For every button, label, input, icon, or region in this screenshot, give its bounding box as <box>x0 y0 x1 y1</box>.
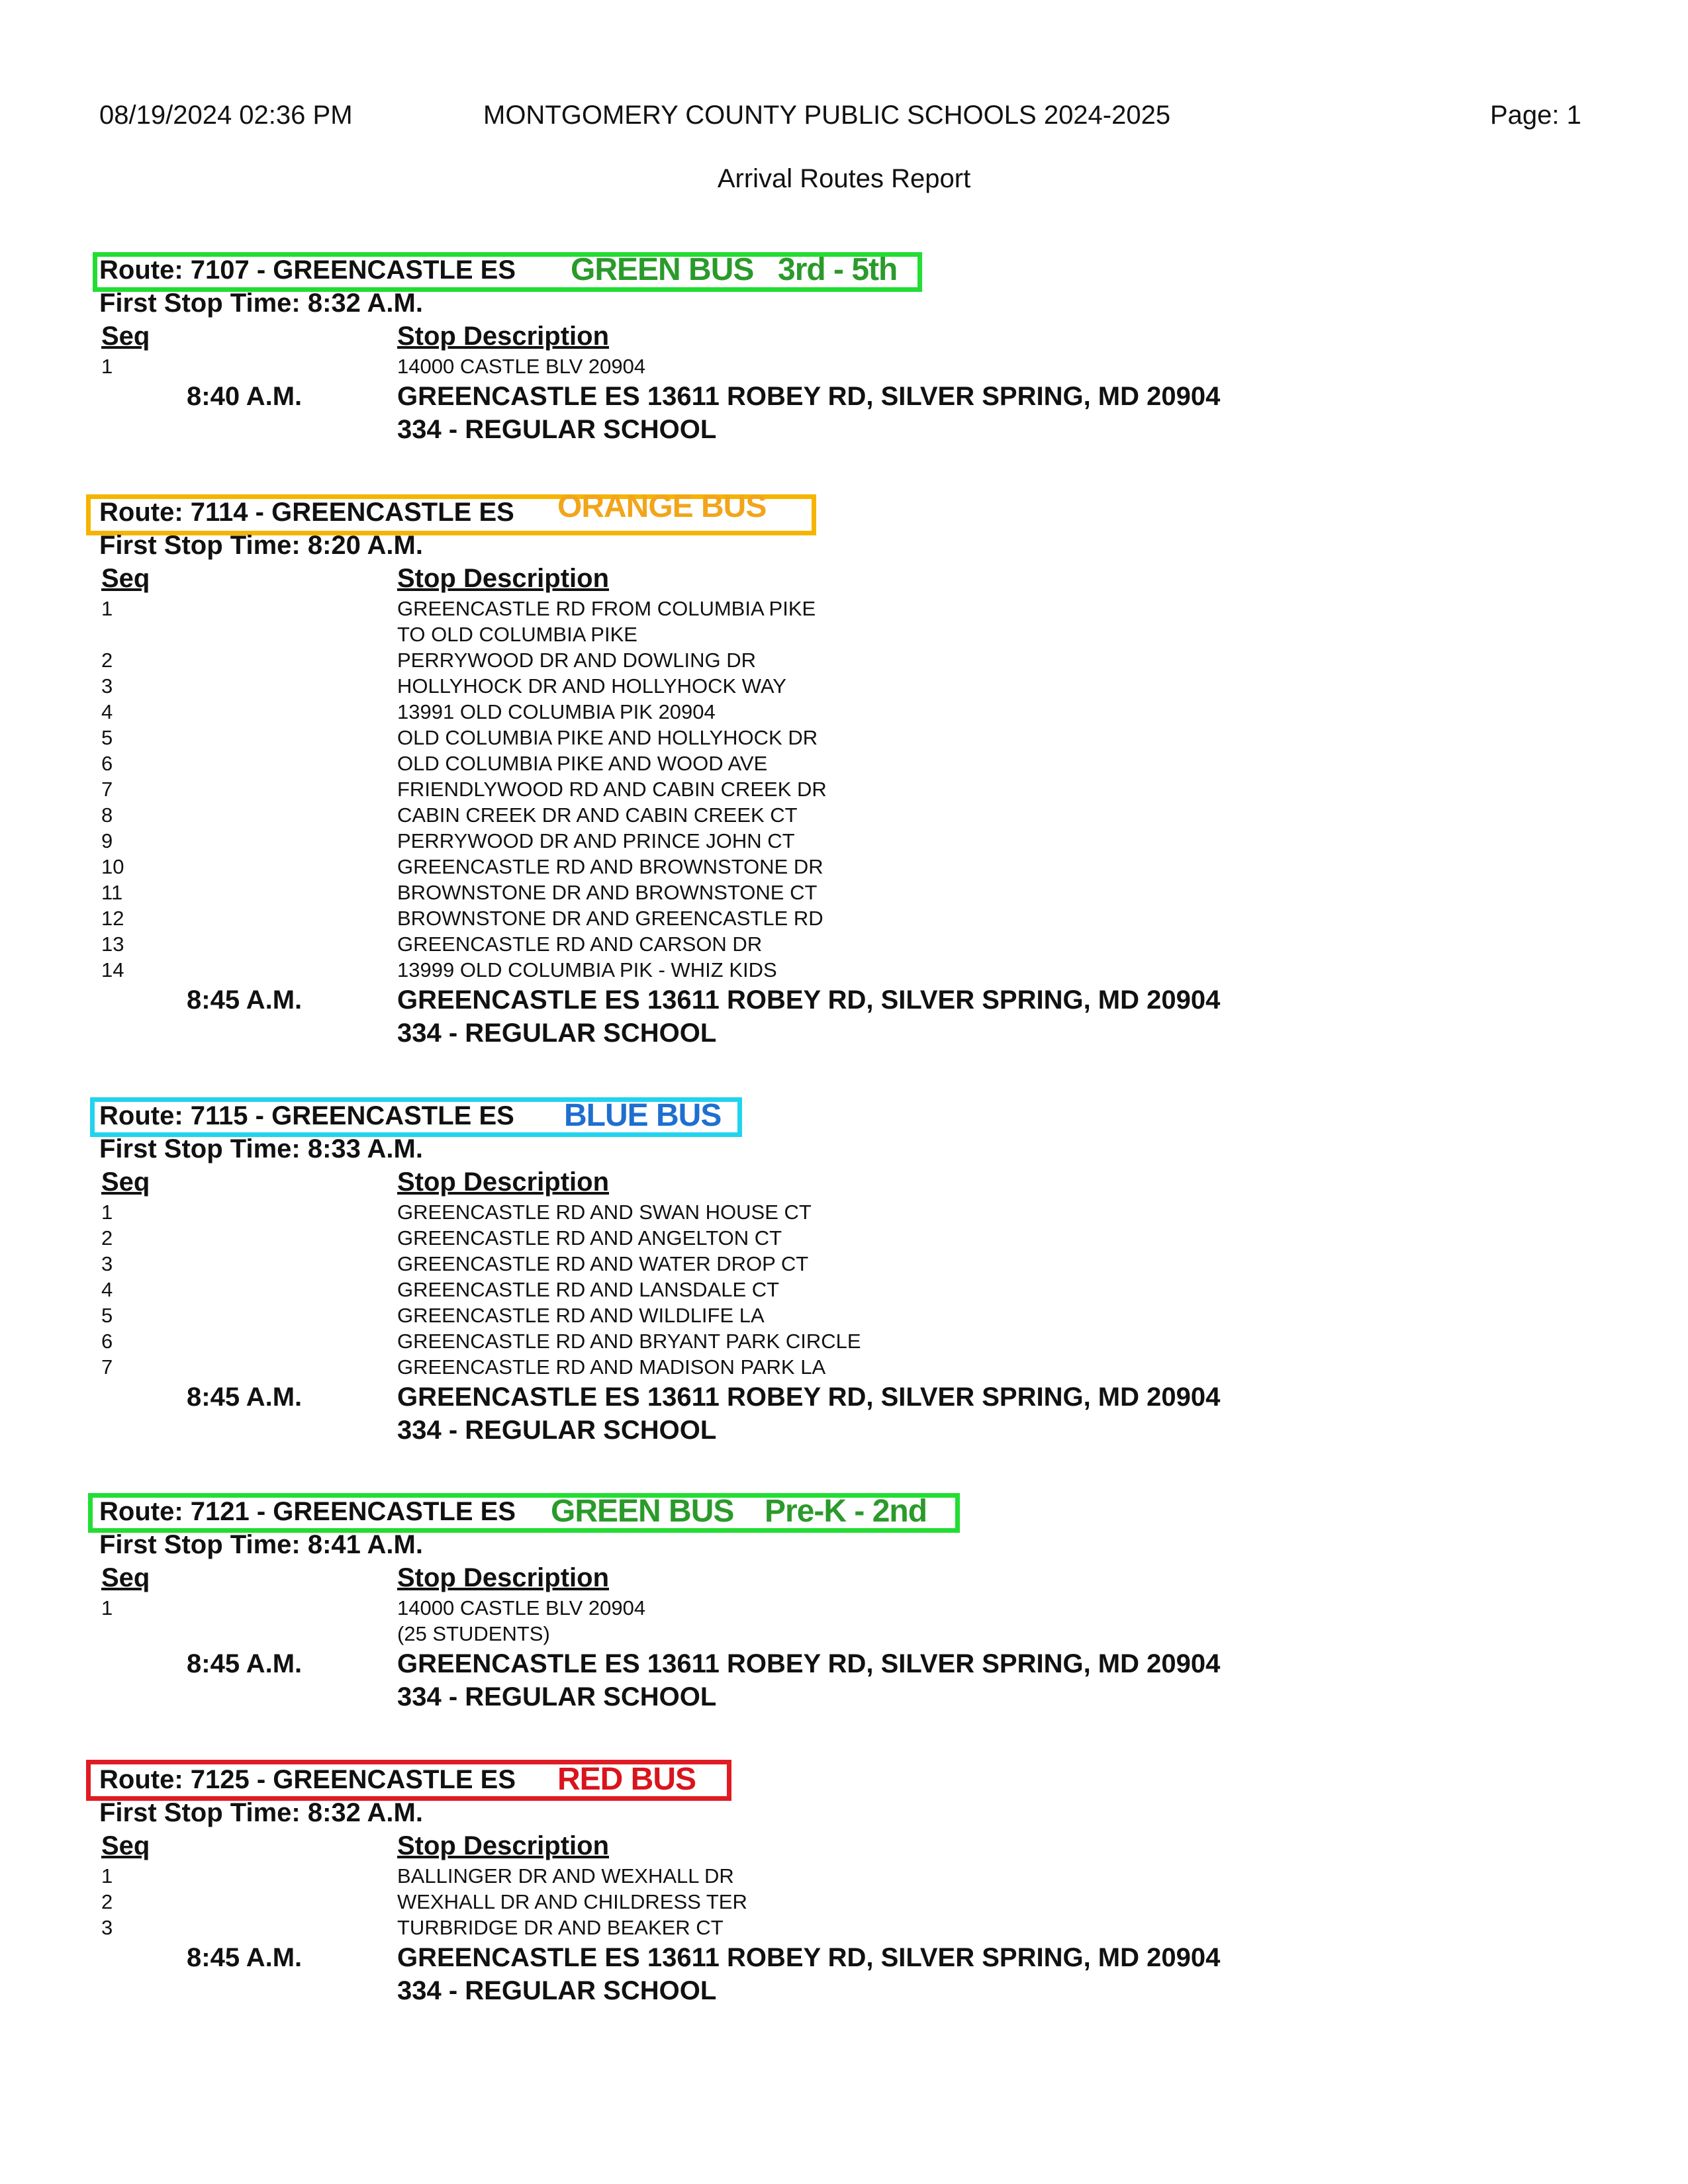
stop-row <box>0 752 1688 778</box>
stop-list <box>0 597 1688 1050</box>
arrival-time: 8:45 A.M. <box>187 985 303 1015</box>
stop-seq: 11 <box>101 881 123 904</box>
stop-description-column-header: Stop Description <box>397 564 610 593</box>
arrival-row <box>0 1381 1688 1414</box>
bus-color-label: RED BUS <box>557 1762 696 1797</box>
program-row <box>0 1681 1688 1714</box>
route-title: Route: 7125 - GREENCASTLE ES <box>99 1765 516 1794</box>
stop-row <box>0 958 1688 984</box>
stop-description: GREENCASTLE RD AND WATER DROP CT <box>397 1252 809 1275</box>
stop-seq: 1 <box>101 355 113 378</box>
stop-description: WEXHALL DR AND CHILDRESS TER <box>397 1890 747 1913</box>
stop-description-column-header: Stop Description <box>397 1563 610 1592</box>
stop-seq: 10 <box>101 855 124 878</box>
stop-description: BROWNSTONE DR AND GREENCASTLE RD <box>397 907 823 930</box>
stop-list <box>0 1201 1688 1447</box>
stop-seq: 4 <box>101 1278 113 1301</box>
program-row <box>0 1414 1688 1447</box>
report-datetime: 08/19/2024 02:36 PM <box>99 101 353 130</box>
arrival-row <box>0 381 1688 414</box>
destination-school: GREENCASTLE ES 13611 ROBEY RD, SILVER SPRING, MD 20904 <box>397 1649 1221 1678</box>
stop-description-column-header: Stop Description <box>397 322 610 351</box>
first-stop-time: First Stop Time: 8:20 A.M. <box>99 531 423 560</box>
stop-description: 13999 OLD COLUMBIA PIK - WHIZ KIDS <box>397 958 777 981</box>
destination-school: GREENCASTLE ES 13611 ROBEY RD, SILVER SPRING, MD 20904 <box>397 1383 1221 1412</box>
destination-school: GREENCASTLE ES 13611 ROBEY RD, SILVER SPRING, MD 20904 <box>397 985 1221 1015</box>
stop-seq: 4 <box>101 700 113 723</box>
stop-list <box>0 1864 1688 2008</box>
stop-row <box>0 855 1688 881</box>
first-stop-time: First Stop Time: 8:32 A.M. <box>99 289 423 318</box>
stop-description: TO OLD COLUMBIA PIKE <box>397 623 637 646</box>
stop-row <box>0 1201 1688 1226</box>
report-title: MONTGOMERY COUNTY PUBLIC SCHOOLS 2024-2025 <box>483 101 1171 130</box>
stop-list <box>0 355 1688 447</box>
program-row <box>0 414 1688 447</box>
program-type: 334 - REGULAR SCHOOL <box>397 1416 717 1445</box>
stop-row <box>0 355 1688 381</box>
stop-list <box>0 1596 1688 1714</box>
stop-row <box>0 700 1688 726</box>
stop-description-column-header: Stop Description <box>397 1167 610 1197</box>
stop-seq: 5 <box>101 726 113 749</box>
arrival-row <box>0 1648 1688 1681</box>
stop-row <box>0 1226 1688 1252</box>
seq-column-header: Seq <box>101 1167 150 1197</box>
arrival-row <box>0 1942 1688 1975</box>
stop-row <box>0 1864 1688 1890</box>
stop-row <box>0 1916 1688 1942</box>
stop-seq: 5 <box>101 1304 113 1327</box>
stop-row <box>0 649 1688 674</box>
stop-seq: 7 <box>101 1355 113 1379</box>
stop-seq: 6 <box>101 752 113 775</box>
program-row <box>0 1017 1688 1050</box>
stop-row <box>0 1596 1688 1622</box>
bus-color-label: GREEN BUS <box>551 1494 734 1529</box>
stop-seq: 2 <box>101 1226 113 1250</box>
stop-description: CABIN CREEK DR AND CABIN CREEK CT <box>397 803 798 827</box>
stop-description: GREENCASTLE RD AND CARSON DR <box>397 933 763 956</box>
stop-description: GREENCASTLE RD AND LANSDALE CT <box>397 1278 780 1301</box>
stop-seq: 3 <box>101 674 113 698</box>
program-type: 334 - REGULAR SCHOOL <box>397 415 717 444</box>
grade-range-label: 3rd - 5th <box>778 252 898 287</box>
arrival-row <box>0 984 1688 1017</box>
stop-row <box>0 907 1688 933</box>
stop-seq: 3 <box>101 1916 113 1939</box>
stop-description-column-header: Stop Description <box>397 1831 610 1860</box>
stop-row <box>0 1304 1688 1330</box>
stop-description: FRIENDLYWOOD RD AND CABIN CREEK DR <box>397 778 827 801</box>
stop-description: HOLLYHOCK DR AND HOLLYHOCK WAY <box>397 674 786 698</box>
destination-school: GREENCASTLE ES 13611 ROBEY RD, SILVER SPRING, MD 20904 <box>397 1943 1221 1972</box>
stop-description: 14000 CASTLE BLV 20904 <box>397 1596 646 1619</box>
arrival-time: 8:40 A.M. <box>187 382 303 411</box>
report-subtitle: Arrival Routes Report <box>717 164 971 193</box>
bus-color-label: ORANGE BUS <box>557 489 767 524</box>
stop-seq: 8 <box>101 803 113 827</box>
stop-row <box>0 1355 1688 1381</box>
arrival-time: 8:45 A.M. <box>187 1383 303 1412</box>
stop-seq: 9 <box>101 829 113 852</box>
stop-seq: 2 <box>101 649 113 672</box>
route-title: Route: 7121 - GREENCASTLE ES <box>99 1497 516 1526</box>
stop-seq: 13 <box>101 933 124 956</box>
stop-row <box>0 1278 1688 1304</box>
bus-color-label: BLUE BUS <box>564 1098 722 1133</box>
seq-column-header: Seq <box>101 564 150 593</box>
arrival-time: 8:45 A.M. <box>187 1649 303 1678</box>
stop-seq: 12 <box>101 907 124 930</box>
stop-row <box>0 1252 1688 1278</box>
stop-seq: 1 <box>101 1864 113 1888</box>
stop-row <box>0 933 1688 958</box>
program-type: 334 - REGULAR SCHOOL <box>397 1019 717 1048</box>
stop-description: BALLINGER DR AND WEXHALL DR <box>397 1864 734 1888</box>
page-number: Page: 1 <box>1490 101 1581 130</box>
stop-row <box>0 829 1688 855</box>
first-stop-time: First Stop Time: 8:41 A.M. <box>99 1530 423 1559</box>
stop-seq: 1 <box>101 1201 113 1224</box>
program-type: 334 - REGULAR SCHOOL <box>397 1682 717 1711</box>
stop-description: GREENCASTLE RD AND ANGELTON CT <box>397 1226 782 1250</box>
stop-row <box>0 881 1688 907</box>
route-title: Route: 7114 - GREENCASTLE ES <box>99 498 514 527</box>
stop-seq: 14 <box>101 958 124 981</box>
stop-description: GREENCASTLE RD AND MADISON PARK LA <box>397 1355 826 1379</box>
bus-color-label: GREEN BUS <box>571 252 754 287</box>
stop-row <box>0 778 1688 803</box>
stop-row <box>0 623 1688 649</box>
stop-description: (25 STUDENTS) <box>397 1622 550 1645</box>
program-type: 334 - REGULAR SCHOOL <box>397 1976 717 2005</box>
seq-column-header: Seq <box>101 1831 150 1860</box>
destination-school: GREENCASTLE ES 13611 ROBEY RD, SILVER SPRING, MD 20904 <box>397 382 1221 411</box>
stop-description: BROWNSTONE DR AND BROWNSTONE CT <box>397 881 818 904</box>
arrival-time: 8:45 A.M. <box>187 1943 303 1972</box>
stop-description: 13991 OLD COLUMBIA PIK 20904 <box>397 700 716 723</box>
stop-seq: 7 <box>101 778 113 801</box>
stop-description: OLD COLUMBIA PIKE AND HOLLYHOCK DR <box>397 726 818 749</box>
stop-description: PERRYWOOD DR AND PRINCE JOHN CT <box>397 829 795 852</box>
seq-column-header: Seq <box>101 322 150 351</box>
stop-row <box>0 674 1688 700</box>
first-stop-time: First Stop Time: 8:33 A.M. <box>99 1134 423 1163</box>
stop-description: GREENCASTLE RD AND BRYANT PARK CIRCLE <box>397 1330 861 1353</box>
stop-description: GREENCASTLE RD AND WILDLIFE LA <box>397 1304 765 1327</box>
stop-description: 14000 CASTLE BLV 20904 <box>397 355 646 378</box>
seq-column-header: Seq <box>101 1563 150 1592</box>
stop-row <box>0 726 1688 752</box>
stop-row <box>0 1890 1688 1916</box>
first-stop-time: First Stop Time: 8:32 A.M. <box>99 1798 423 1827</box>
stop-row <box>0 803 1688 829</box>
stop-seq: 3 <box>101 1252 113 1275</box>
route-title: Route: 7107 - GREENCASTLE ES <box>99 255 516 285</box>
route-title: Route: 7115 - GREENCASTLE ES <box>99 1101 514 1130</box>
stop-description: GREENCASTLE RD AND BROWNSTONE DR <box>397 855 823 878</box>
stop-description: PERRYWOOD DR AND DOWLING DR <box>397 649 756 672</box>
program-row <box>0 1975 1688 2008</box>
stop-row <box>0 1622 1688 1648</box>
stop-description: TURBRIDGE DR AND BEAKER CT <box>397 1916 724 1939</box>
stop-description: GREENCASTLE RD FROM COLUMBIA PIKE <box>397 597 816 620</box>
stop-row <box>0 1330 1688 1355</box>
stop-description: OLD COLUMBIA PIKE AND WOOD AVE <box>397 752 768 775</box>
stop-description: GREENCASTLE RD AND SWAN HOUSE CT <box>397 1201 812 1224</box>
grade-range-label: Pre-K - 2nd <box>765 1494 927 1529</box>
stop-seq: 1 <box>101 597 113 620</box>
stop-seq: 1 <box>101 1596 113 1619</box>
stop-seq: 6 <box>101 1330 113 1353</box>
stop-row <box>0 597 1688 623</box>
stop-seq: 2 <box>101 1890 113 1913</box>
